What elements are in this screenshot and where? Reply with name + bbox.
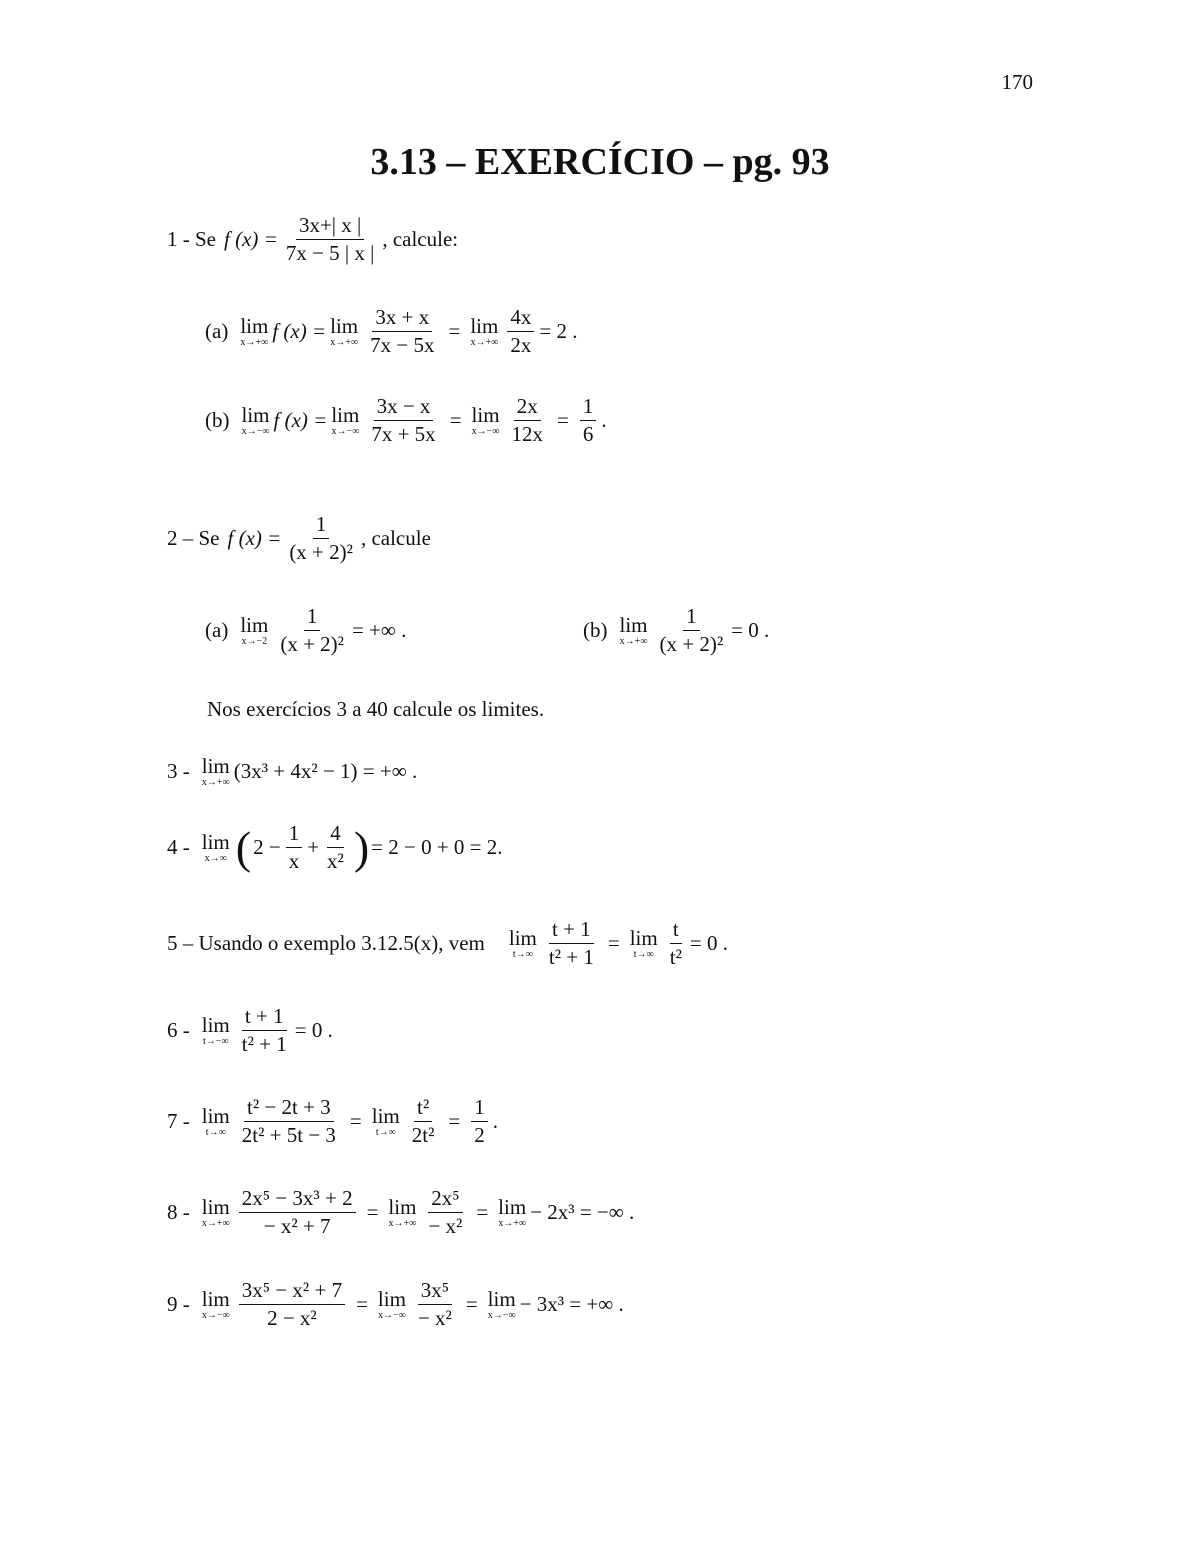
exercise-5: 5 – Usando o exemplo 3.12.5(x), vem lim t→∞ $\frac{t + 1}{\text{t² + 1}}$ = lim t→∞ $\frac{t}{\text{t²}}$ = 0 . — [167, 917, 728, 970]
limit: lim t→∞ — [201, 1104, 230, 1139]
limit: lim t→∞ — [371, 1104, 400, 1139]
fraction: $\frac{1}{\text{(x + 2)²}}$ — [659, 604, 724, 657]
exercise-8: 8 - lim x→+∞ $\frac{\text{2x⁵ − 3x³ + 2}}{\text{− x² + 7}}$ = lim x→+∞ $\frac{\text{2x⁵}}{\text{− x²}}$ = lim x→+∞ − 2x³ = −∞ . — [167, 1186, 635, 1239]
expression: (3x³ + 4x² − 1) = +∞ . — [233, 759, 418, 784]
exercise-2b: (b) lim x→+∞ $\frac{1}{\text{(x + 2)²}}$ = 0 . — [583, 604, 770, 657]
limit: lim x→+∞ — [388, 1195, 417, 1230]
item-label: (a) — [205, 319, 229, 344]
fraction: $\frac{\text{2x⁵ − 3x³ + 2}}{\text{− x² + 7}}$ — [239, 1187, 356, 1238]
left-paren: ( — [235, 821, 252, 873]
exercise-1-statement — [167, 214, 458, 265]
function-f: f (x) = — [227, 526, 282, 551]
exercise-9: 9 - lim x→−∞ $\frac{\text{3x⁵ − x² + 7}}{\text{2 − x²}}$ = lim x→−∞ $\frac{\text{3x⁵}}{\text{− x²}}$ = lim x→−∞ − 3x³ = +∞ . — [167, 1278, 624, 1331]
fraction: $\frac{\text{3x⁵ − x² + 7}}{\text{2 − x²}}$ — [239, 1279, 345, 1330]
exercise-2-statement — [167, 513, 431, 564]
result: = 2 . — [539, 319, 578, 344]
limit: lim x→+∞ — [470, 314, 499, 349]
exercise-3: 3 - lim x→+∞ (3x³ + 4x² − 1) = +∞ . — [167, 754, 418, 789]
result: = 0 . — [294, 1018, 333, 1043]
exercise-1b: (b) lim x→−∞ f (x) = lim x→−∞ $\frac{3x - x}{7x + 5x}$ = lim x→−∞ $\frac{2x}{12x}$ = $\frac{1}{6}$ . — [205, 394, 607, 447]
limit: lim x→−2 — [240, 613, 269, 648]
fraction: $\frac{3x - x}{7x + 5x}$ — [371, 394, 436, 447]
result: = 2 − 0 + 0 = 2. — [371, 835, 503, 860]
limit: lim x→−∞ — [377, 1287, 406, 1322]
result: = +∞ . — [351, 618, 407, 643]
fraction: $\frac{2x}{12x}$ — [511, 394, 544, 447]
fraction: $\frac{1}{\text{(x + 2)²}}$ — [280, 604, 344, 657]
exercise-4: 4 - lim x→∞ ( 2 − $\frac{1}{x}$ + $\frac{4}{\text{x²}}$ ) = 2 − 0 + 0 = 2. — [167, 821, 503, 874]
denominator: 7x − 5 | x | — [285, 241, 375, 266]
fraction: $\frac{\text{t² − 2t + 3}}{\text{2t² + 5t − 3}}$ — [241, 1095, 336, 1148]
function-f: f (x) = — [273, 408, 328, 433]
fraction: $\frac{4}{\text{x²}}$ — [327, 821, 344, 874]
limit: lim x→−∞ — [201, 1287, 230, 1322]
page-number: 170 — [1001, 70, 1033, 94]
exercise-1a: (a) lim x→+∞ f (x) = lim x→+∞ $\frac{3x + x}{7x - 5x}$ = lim x→+∞ $\frac{4x}{2x}$ = 2 . — [205, 305, 578, 358]
fraction: $\frac{1}{\text{(x + 2)²}}$ — [289, 512, 353, 565]
result: = 0 . — [689, 931, 728, 956]
fraction: $\frac{4x}{2x}$ — [507, 306, 534, 357]
fraction: $\frac{t}{\text{t²}}$ — [669, 917, 682, 970]
limit: lim x→−∞ — [241, 403, 270, 438]
item-label: (b) — [205, 408, 230, 433]
fraction: $\frac{\text{2x⁵}}{\text{− x²}}$ — [428, 1186, 463, 1239]
limit: lim x→−∞ — [471, 403, 500, 438]
limit: lim t→−∞ — [201, 1013, 230, 1048]
fraction: $\frac{t + 1}{\text{t² + 1}}$ — [548, 917, 594, 970]
limit: lim t→∞ — [508, 926, 537, 961]
fraction — [283, 214, 378, 265]
limit: lim x→−∞ — [331, 403, 360, 438]
statement-tail: , calcule: — [382, 227, 459, 252]
function-f: f (x) = — [224, 227, 278, 252]
result: = 0 . — [731, 618, 770, 643]
right-paren: ) — [353, 821, 370, 873]
fraction: $\frac{1}{x}$ — [286, 822, 303, 873]
limit: lim x→+∞ — [240, 314, 269, 349]
fraction: $\frac{t + 1}{\text{t² + 1}}$ — [241, 1004, 287, 1057]
limit: lim x→+∞ — [201, 754, 230, 789]
fraction: $\frac{1}{2}$ — [471, 1096, 488, 1147]
limit: lim x→−∞ — [487, 1287, 516, 1322]
result: − 3x³ = +∞ . — [519, 1292, 624, 1317]
fraction: $\frac{\text{t²}}{\text{2t²}}$ — [411, 1095, 435, 1148]
limit: lim x→+∞ — [201, 1195, 230, 1230]
exercise-6: 6 - lim t→−∞ $\frac{t + 1}{\text{t² + 1}}$ = 0 . — [167, 1004, 333, 1057]
fraction: $\frac{3x + x}{7x - 5x}$ — [370, 305, 435, 358]
numerator: 3x+| x | — [296, 214, 364, 240]
function-f: f (x) = — [272, 319, 327, 344]
exercise-2a: (a) lim x→−2 $\frac{1}{\text{(x + 2)²}}$ = +∞ . — [205, 604, 407, 657]
limit: lim x→+∞ — [619, 613, 648, 648]
limit: lim x→+∞ — [330, 314, 359, 349]
result: − 2x³ = −∞ . — [530, 1200, 635, 1225]
page-title: 3.13 – EXERCÍCIO – pg. 93 — [370, 141, 830, 183]
limit: lim x→+∞ — [498, 1195, 527, 1230]
limit: lim t→∞ — [629, 926, 658, 961]
exercise-2-label: 2 – Se — [167, 526, 220, 551]
exercise-7: 7 - lim t→∞ $\frac{\text{t² − 2t + 3}}{\text{2t² + 5t − 3}}$ = lim t→∞ $\frac{\text{t²}}{\text{2t²}}$ = $\frac{1}{2}$ . — [167, 1095, 499, 1148]
statement-tail: , calcule — [360, 526, 431, 551]
fraction: $\frac{1}{6}$ — [580, 395, 597, 446]
fraction: $\frac{\text{3x⁵}}{\text{− x²}}$ — [417, 1278, 452, 1331]
limit: lim x→∞ — [201, 830, 230, 865]
exercise-5-text: 5 – Usando o exemplo 3.12.5(x), vem — [167, 931, 485, 956]
exercise-1-label: 1 - Se — [167, 227, 216, 252]
instructions-text: Nos exercícios 3 a 40 calcule os limites. — [207, 697, 545, 721]
